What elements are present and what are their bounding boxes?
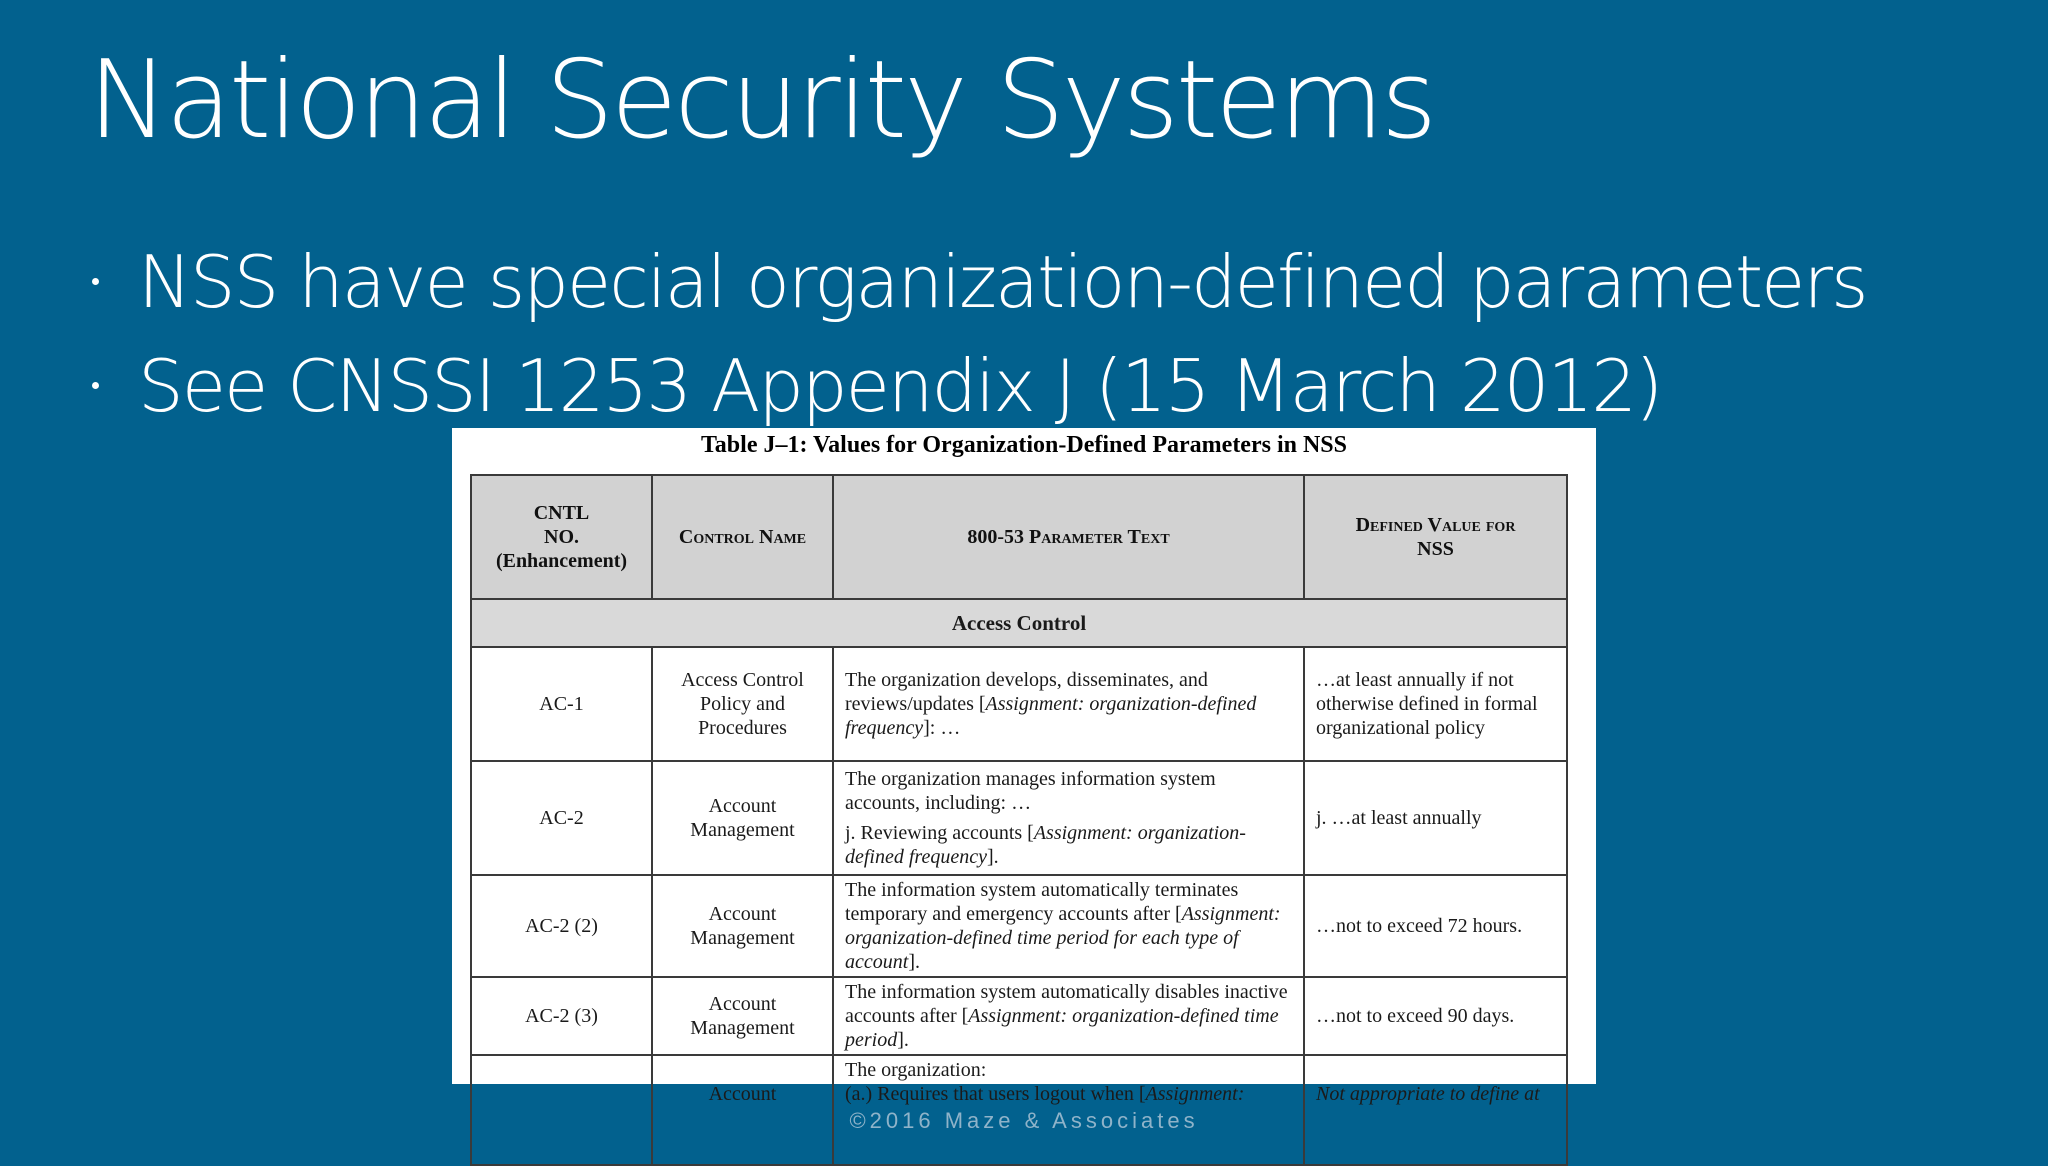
parameter-text: The information system automatically disables inactive accounts after [Assignment: organization-defined time period].: [833, 977, 1304, 1055]
control-name: Access Control Policy and Procedures: [652, 647, 833, 761]
header-parameter-text: 800-53 Parameter Text: [833, 475, 1304, 599]
table-caption: Table J–1: Values for Organization-Defined Parameters in NSS: [701, 432, 1347, 458]
bullet-text: See CNSSI 1253 Appendix J (15 March 2012): [138, 344, 1662, 428]
section-title: Access Control: [471, 599, 1567, 647]
parameter-text: The organization manages information system accounts, including: … j. Reviewing accounts [Assignment: organization-defined frequency].: [833, 761, 1304, 875]
control-number: AC-2 (2): [471, 875, 652, 977]
table-row: [471, 761, 1567, 875]
parameter-text: The organization develops, disseminates, and reviews/updates [Assignment: organization-defined frequency]: …: [833, 647, 1304, 761]
defined-value: …not to exceed 72 hours.: [1304, 875, 1567, 977]
bullet-list: [88, 236, 1866, 444]
control-number: AC-2: [471, 761, 652, 875]
control-number: AC-1: [471, 647, 652, 761]
header-control-name: Control Name: [652, 475, 833, 599]
parameters-table: [470, 474, 1568, 1166]
parameter-text: The organization: (a.) Requires that users logout when [Assignment:: [833, 1055, 1304, 1165]
control-name: Account: [652, 1055, 833, 1165]
bullet-dot-icon: [92, 278, 99, 285]
control-name: Account Management: [652, 761, 833, 875]
table-row: [471, 875, 1567, 977]
control-number: AC-2 (3): [471, 977, 652, 1055]
slide-title: National Security Systems: [88, 38, 1435, 163]
header-defined-value: Defined Value for NSS: [1304, 475, 1567, 599]
table-row: [471, 647, 1567, 761]
section-row: [471, 599, 1567, 647]
bullet-text: NSS have special organization-defined parameters: [138, 240, 1867, 324]
copyright-footer: ©2016 Maze & Associates: [849, 1108, 1199, 1133]
parameter-text: The information system automatically terminates temporary and emergency accounts after [Assignment: organization-defined time period for each type of account].: [833, 875, 1304, 977]
defined-value: Not appropriate to define at: [1304, 1055, 1567, 1165]
table-row: [471, 977, 1567, 1055]
control-name: Account Management: [652, 875, 833, 977]
table-header-row: [471, 475, 1567, 599]
bullet-item: [88, 236, 1866, 340]
bullet-dot-icon: [92, 382, 99, 389]
document-screenshot: [452, 428, 1596, 1105]
defined-value: …not to exceed 90 days.: [1304, 977, 1567, 1055]
defined-value: j. …at least annually: [1304, 761, 1567, 875]
defined-value: …at least annually if not otherwise defined in formal organizational policy: [1304, 647, 1567, 761]
header-cntl-no: CNTL NO. (Enhancement): [471, 475, 652, 599]
control-name: Account Management: [652, 977, 833, 1055]
